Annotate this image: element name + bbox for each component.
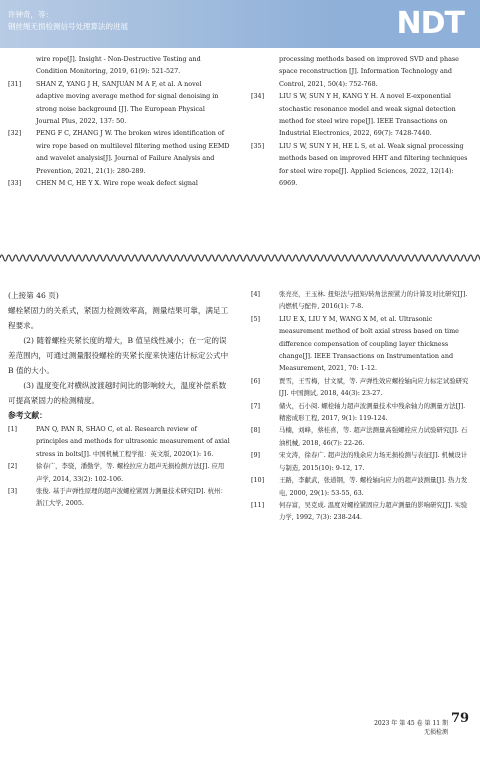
reference-item xyxy=(251,474,473,499)
reference-number: [3] xyxy=(8,487,18,496)
reference-text: 马楠，刘峰，蔡桂喜，等. 超声法测量高强螺栓应力试验研究[J]. 石油机械, 2018, 46(7): 22-26. xyxy=(279,426,468,447)
reference-number: [31] xyxy=(8,79,22,88)
reference-number: [5] xyxy=(251,314,261,323)
reference-text: LIU S W, SUN Y H, KANG Y H. A novel E-exponential stochastic resonance model and weak signal detection method for steel wire rope[J]. IEEE Transactions on Industrial Electronics, 2022, 69(7): 7428-7440. xyxy=(279,92,456,138)
page-number: 79 xyxy=(451,711,470,726)
reference-text: wire rope[J]. Insight - Non-Destructive Testing and Condition Monitoring, 2019, 61(9): 521-527. xyxy=(36,55,201,76)
reference-item xyxy=(8,423,230,460)
reference-number: [35] xyxy=(251,141,265,150)
reference-text: PAN Q, PAN R, SHAO C, et al. Research review of principles and methods for ultrasonic measurement of axial stress in bolts[J]. 中国机械工程学报：英文版, 2020(1): 16. xyxy=(36,425,230,458)
reference-text: SHAN Z, YANG J H, SANJUÁN M A F, et al. A novel adaptive moving average method for signal denoising in strong noise background [J]. The European Physical Journal Plus, 2022, 137: 50. xyxy=(36,79,219,126)
reference-text: 宋文涛，徐春广. 超声法的残余应力场无损检测与表征[J]. 机械设计与制造, 2015(10): 9-12, 17. xyxy=(279,451,468,472)
reference-number: [7] xyxy=(251,401,261,410)
article-conclusion xyxy=(8,288,230,510)
reference-number: [9] xyxy=(251,451,261,460)
bottom-left-references xyxy=(8,423,230,510)
reference-item xyxy=(251,400,473,425)
page-header xyxy=(0,0,480,48)
journal-logo: NDT xyxy=(396,6,464,41)
reference-text: 王路，李献武，张道钢，等. 螺栓轴向应力的超声波测量[J]. 热力发电, 2000, 29(1): 53-55, 63. xyxy=(279,476,468,497)
reference-text: 何存富，吴克成. 温度对螺栓紧固应力超声测量的影响研究[J]. 实验力学, 1992, 7(3): 238-244. xyxy=(279,500,468,522)
continued-note: (上接第 46 页) xyxy=(8,291,59,300)
journal-name: 无损检测 xyxy=(423,729,448,736)
issue-info: 2023 年 第 45 卷 第 11 期 xyxy=(374,720,448,727)
bottom-right-references xyxy=(251,288,473,524)
reference-text: 张俊. 基于声弹性原理的超声波螺栓紧固力测量技术研究[D]. 杭州：浙江大学, 2005. xyxy=(36,487,227,508)
reference-item xyxy=(251,375,473,400)
reference-item xyxy=(8,127,230,177)
reference-text: PENG F C, ZHANG J W. The broken wires identification of wire rope based on multilevel filtering method using EEMD and wavelet analysis[J]. Journal of Failure Analysis and Prevention, 2021, 21(1): 280-289. xyxy=(36,129,230,175)
reference-text: 张亮亮，王玉林. 扭矩法与扭矩/转角法预紧力的计算及对比研究[J]. 内燃机与配件, 2016(1): 7-8. xyxy=(279,290,468,311)
reference-number: [11] xyxy=(251,500,265,509)
reference-item xyxy=(251,499,473,524)
reference-text: LIU S W, SUN Y H, HE L S, et al. Weak signal processing methods based on improved HHT and filtering techniques for steel wire rope[J]. Applied Sciences, 2022, 12(14): 6969. xyxy=(279,141,468,188)
reference-item xyxy=(8,78,230,128)
reference-item xyxy=(251,90,473,140)
reference-item xyxy=(251,288,473,313)
reference-number: [34] xyxy=(251,92,265,101)
reference-item xyxy=(251,53,473,90)
reference-item xyxy=(251,449,473,474)
reference-item xyxy=(251,140,473,190)
conclusion-para-1: 螺栓紧固力的关系式，紧固力检测效率高，测量结果可靠，满足工程要求。 xyxy=(8,306,229,330)
reference-number: [4] xyxy=(251,290,261,298)
reference-number: [6] xyxy=(251,376,261,385)
journal-info xyxy=(372,719,448,737)
reference-item xyxy=(8,485,230,510)
header-title: 钢丝绳无损检测信号处理算法的进展 xyxy=(8,22,128,31)
top-right-references xyxy=(251,53,473,189)
reference-text: 储火，石小阅. 螺栓轴力超声波测量技术中残余轴力的测量方法[J]. 精密成形工程, 2017, 9(1): 119-124. xyxy=(279,401,466,423)
header-authors: 许钟奇，等： xyxy=(8,10,53,19)
reference-number: [32] xyxy=(8,129,22,138)
reference-number: [1] xyxy=(8,425,18,433)
references-heading: 参考文献： xyxy=(8,411,47,420)
reference-number: [8] xyxy=(251,426,261,435)
reference-text: 贾雪，王雪梅，甘文斌，等. 声弹性效应螺栓轴向应力标定试验研究[J]. 中国测试, 2018, 44(3): 23-27. xyxy=(279,376,469,398)
reference-number: [33] xyxy=(8,179,22,188)
top-left-references xyxy=(8,53,230,189)
reference-text: 徐春广，李骁，潘勤学，等. 螺栓拉应力超声无损检测方法[J]. 应用声学, 2014, 33(2): 102-106. xyxy=(36,462,225,483)
section-divider xyxy=(0,252,480,264)
reference-item xyxy=(251,424,473,449)
reference-item xyxy=(8,460,230,485)
reference-item xyxy=(8,53,230,78)
reference-item xyxy=(8,177,230,189)
reference-text: LIU E X, LIU Y M, WANG X M, et al. Ultrasonic measurement method of bolt axial stress based on time difference compensation of coupling layer thickness change[J]. IEEE Transactions on Instrumentation and Measurement, 2021, 70: 1-12. xyxy=(279,314,459,373)
conclusion-para-2: (2) 随着螺栓夹紧长度的增大，B 值呈线性减小；在一定的误差范围内，可通过测量服役螺栓的夹紧长度来快速估计标定公式中 B 值的大小。 xyxy=(8,336,229,375)
conclusion-para-3: (3) 温度变化对横纵波渡越时间比的影响较大，温度补偿系数可提高紧固力的检测精度。 xyxy=(8,381,227,405)
reference-item xyxy=(251,313,473,375)
reference-text: CHEN M C, HE Y X. Wire rope weak defect signal xyxy=(36,179,198,188)
reference-number: [10] xyxy=(251,476,265,485)
reference-text: processing methods based on improved SVD and phase space reconstruction [J]. Information Technology and Control, 2021, 50(4): 752-768. xyxy=(279,55,459,88)
reference-number: [2] xyxy=(8,462,18,471)
